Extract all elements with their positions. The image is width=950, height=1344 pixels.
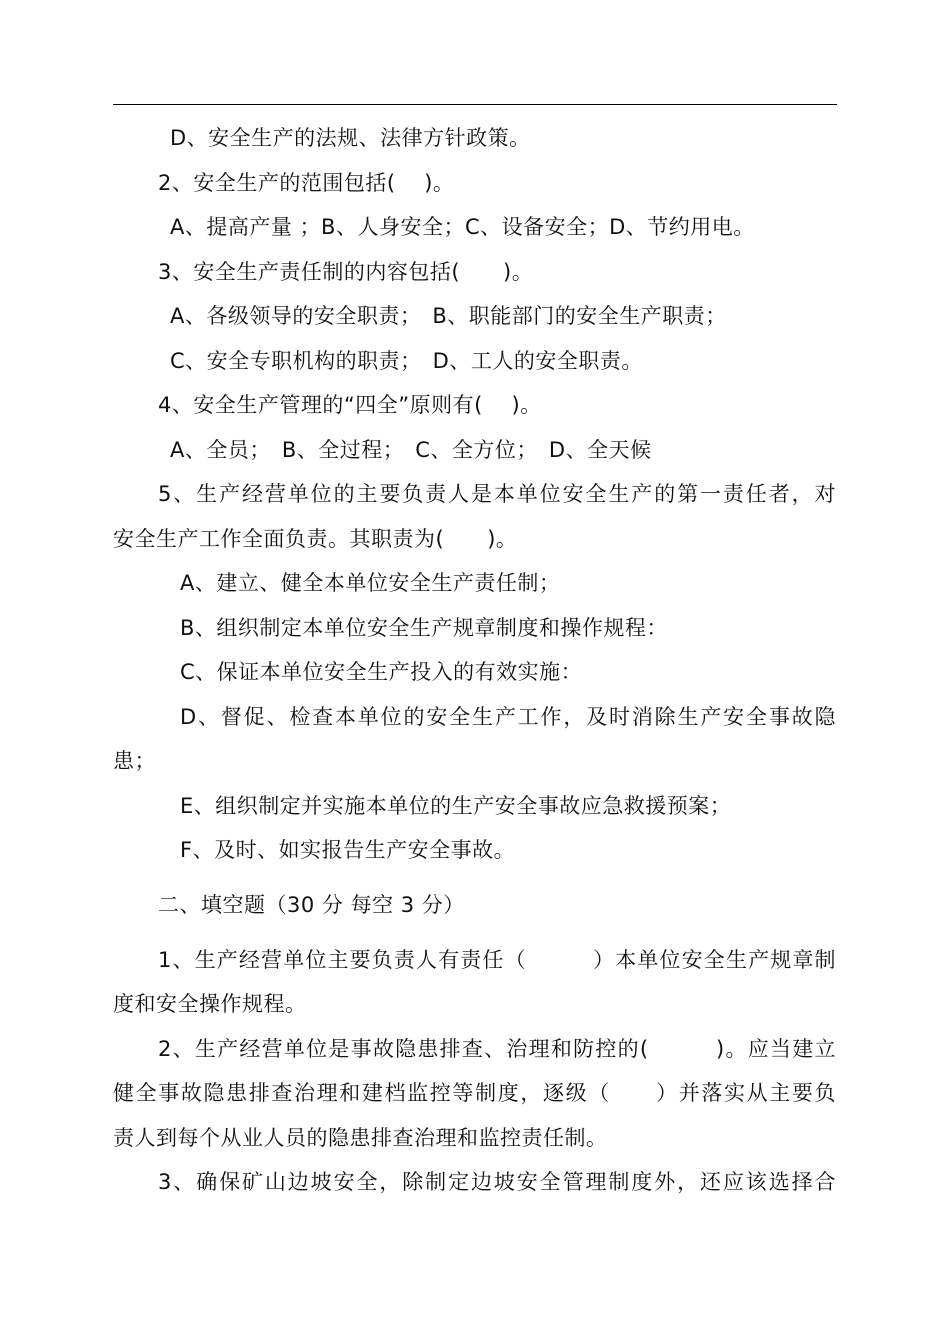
option-line: E、组织制定并实施本单位的生产安全事故应急救援预案； — [180, 794, 732, 818]
option-line: A、建立、健全本单位安全生产责任制； — [180, 571, 561, 595]
question-line: 1、生产经营单位主要负责人有责任（ ）本单位安全生产规章制 — [158, 948, 836, 972]
text-line: 责人到每个从业人员的隐患排查治理和监控责任制。 — [113, 1126, 608, 1150]
text-line: 患； — [113, 749, 156, 773]
text-line: 安全生产工作全面负责。其职责为( )。 — [113, 527, 518, 551]
header-rule — [113, 104, 837, 105]
options-line: A、全员； B、全过程； C、全方位； D、全天候 — [170, 438, 652, 462]
text-line: 度和安全操作规程。 — [113, 992, 307, 1016]
text-line: D、安全生产的法规、法律方针政策。 — [170, 126, 531, 150]
question-line: 3、确保矿山边坡安全，除制定边坡安全管理制度外，还应该选择合 — [158, 1170, 836, 1194]
section-heading: 二、填空题（30 分 每空 3 分） — [158, 893, 465, 917]
option-line: D、督促、检查本单位的安全生产工作，及时消除生产安全事故隐 — [180, 705, 836, 729]
text-line: 健全事故隐患排查治理和建档监控等制度，逐级（ ）并落实从主要负 — [113, 1081, 836, 1105]
option-line: C、保证本单位安全生产投入的有效实施： — [180, 660, 583, 684]
option-line: F、及时、如实报告生产安全事故。 — [180, 838, 516, 862]
question-line: 2、生产经营单位是事故隐患排查、治理和防控的( )。应当建立 — [158, 1037, 836, 1061]
options-line: C、安全专职机构的职责； D、工人的安全职责。 — [170, 349, 643, 373]
question-line: 3、安全生产责任制的内容包括( )。 — [158, 260, 534, 284]
question-line: 4、安全生产管理的“四全”原则有( )。 — [158, 393, 542, 417]
options-line: A、提高产量 ；B、人身安全；C、设备安全；D、节约用电。 — [170, 215, 755, 239]
option-line: B、组织制定本单位安全生产规章制度和操作规程： — [180, 616, 668, 640]
options-line: A、各级领导的安全职责； B、职能部门的安全生产职责； — [170, 304, 727, 328]
question-line: 2、安全生产的范围包括( )。 — [158, 171, 455, 195]
question-line: 5、生产经营单位的主要负责人是本单位安全生产的第一责任者，对 — [158, 482, 836, 506]
